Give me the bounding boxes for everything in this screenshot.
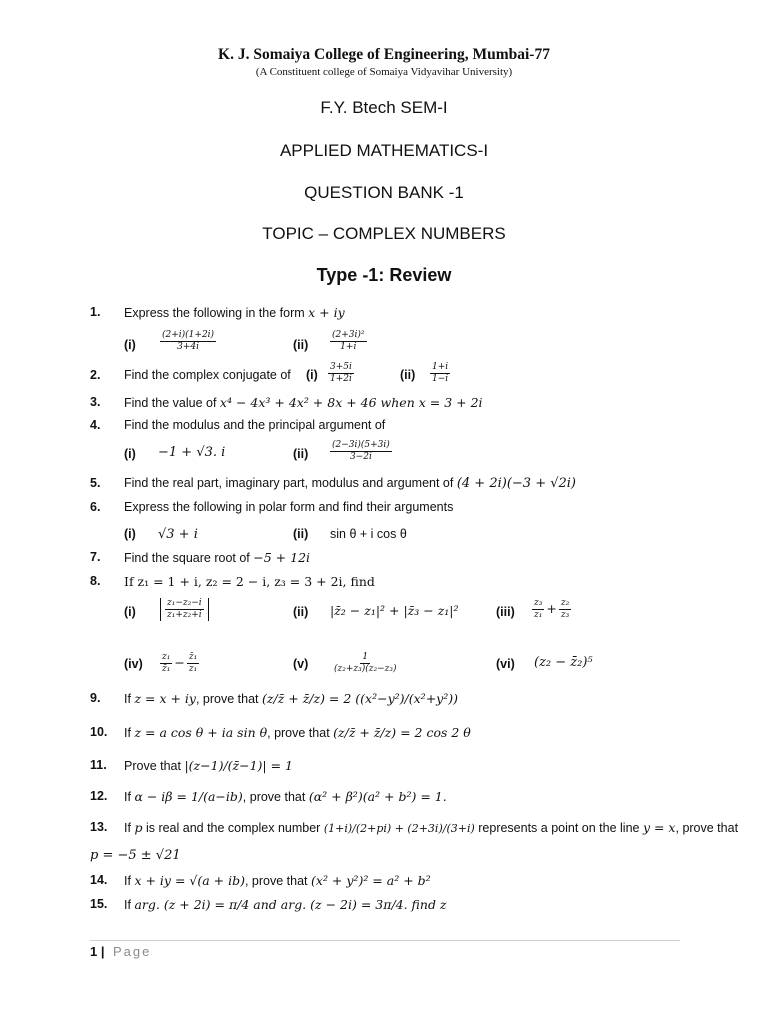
topic-title: TOPIC – COMPLEX NUMBERS — [262, 224, 506, 243]
part-expression: $\frac{\text{z₁}}{\text{z̄₁}}$ − $\frac{\text{z̄₁}}{\text{z₁}}$ — [162, 652, 198, 674]
part-label: (ii) — [293, 338, 309, 352]
question-number: 14. — [90, 873, 108, 887]
part-label: (i) — [124, 527, 136, 541]
question-text: Find the value of x⁴ − 4x³ + 4x² + 8x + 46 when x = 3 + 2i — [124, 395, 483, 410]
question-text: Find the complex conjugate of — [124, 368, 291, 382]
part-expression: $\frac{\text{z₁−z₂−i}}{\text{z₁+z₂+i}}$ — [160, 598, 209, 621]
part-expression: $\frac{\text{(2+3i)²}}{1+i}$ — [332, 330, 365, 352]
question-text: If x + iy = √(a + ib), prove that (x² + y²)² = a² + b² — [124, 873, 431, 888]
page-label: Page — [113, 944, 152, 959]
section-title: Type -1: Review — [316, 265, 452, 285]
question-text: If z = a cos θ + ia sin θ, prove that (z/z̄ + z̄/z) = 2 cos 2 θ — [124, 725, 471, 740]
question-text: Find the square root of −5 + 12i — [124, 550, 311, 565]
page-number: 1 | — [90, 944, 105, 959]
part-expression: $\frac{1}{\text{(z₂+z₃)(z₂−z₃)}}$ — [334, 652, 397, 674]
question-number: 4. — [90, 418, 101, 432]
footer-divider — [90, 940, 680, 941]
part-label: (i) — [124, 605, 136, 619]
part-expression: |z̄₂ − z₁|² + |z̄₃ − z₁|² — [330, 603, 459, 618]
part-expression: $\frac{(2-3i)(5+3i)}{3-2i}$ — [332, 440, 390, 462]
subject-title: APPLIED MATHEMATICS-I — [279, 141, 489, 160]
part-label: (i) — [124, 338, 136, 352]
question-text: If α − iβ = 1/(a−ib), prove that (α² + β²)(a² + b²) = 1. — [124, 789, 447, 804]
part-label: (ii) — [293, 605, 309, 619]
question-number: 9. — [90, 691, 101, 705]
question-number: 11. — [90, 758, 107, 772]
part-expression: √3 + i — [158, 527, 198, 542]
part-label: (v) — [293, 657, 309, 671]
question-number: 5. — [90, 476, 101, 490]
question-text: If z = x + iy, prove that (z/z̄ + z̄/z) = 2 ((x²−y²)/(x²+y²)) — [124, 691, 458, 706]
question-number: 12. — [90, 789, 108, 803]
part-label: (ii) — [400, 368, 416, 382]
question-number: 8. — [90, 574, 101, 588]
question-number: 3. — [90, 395, 101, 409]
semester-title: F.Y. Btech SEM-I — [320, 98, 448, 117]
part-label: (i) — [306, 368, 318, 382]
part-expression: $\frac{1+i}{1-i}$ — [432, 362, 449, 384]
college-name: K. J. Somaiya College of Engineering, Mumbai-77 — [218, 46, 550, 63]
question-text: Find the modulus and the principal argument of — [124, 418, 386, 432]
question-text: If p is real and the complex number (1+i)/(2+pi) + (2+3i)/(3+i) represents a point on the line y = x, prove that — [124, 820, 739, 835]
part-label: (vi) — [496, 657, 515, 671]
part-label: (ii) — [293, 527, 309, 541]
part-expression: −1 + √3. i — [158, 445, 226, 460]
part-label: (iii) — [496, 605, 515, 619]
question-text: Find the real part, imaginary part, modulus and argument of (4 + 2i)(−3 + √2i) — [124, 476, 577, 491]
question-number: 7. — [90, 550, 101, 564]
question-text: Express the following in the form x + iy — [124, 305, 345, 320]
question-bank-title: QUESTION BANK -1 — [304, 183, 464, 202]
question-text: If arg. (z + 2i) = π/4 and arg. (z − 2i) = 3π/4. find z — [124, 897, 447, 912]
question-text: Express the following in polar form and find their arguments — [124, 500, 454, 514]
part-label: (iv) — [124, 657, 143, 671]
question-text: If z₁ = 1 + i, z₂ = 2 − i, z₃ = 3 + 2i, find — [124, 574, 375, 589]
college-subtitle: (A Constituent college of Somaiya Vidyavihar University) — [255, 66, 513, 78]
part-label: (i) — [124, 447, 136, 461]
part-expression: sin θ + i cos θ — [330, 527, 407, 541]
part-expression: $\frac{\text{z₃}}{\text{z₁}}$ + $\frac{\text{z₂}}{\text{z₃}}$ — [534, 598, 570, 620]
part-label: (ii) — [293, 447, 309, 461]
question-number: 2. — [90, 368, 101, 382]
question-text: p = −5 ± √21 — [90, 848, 181, 863]
question-number: 13. — [90, 820, 108, 834]
question-number: 15. — [90, 897, 108, 911]
part-expression: $\frac{(2+i)(1+2i)}{3+4i}$ — [162, 330, 215, 352]
part-expression: (z₂ − z̄₂)⁵ — [534, 655, 593, 670]
part-expression: $\frac{3+5i}{1+2i}$ — [330, 362, 352, 384]
question-text: Prove that |(z−1)/(z̄−1)| = 1 — [124, 758, 294, 773]
question-number: 6. — [90, 500, 101, 514]
question-number: 10. — [90, 725, 108, 739]
question-number: 1. — [90, 305, 101, 319]
